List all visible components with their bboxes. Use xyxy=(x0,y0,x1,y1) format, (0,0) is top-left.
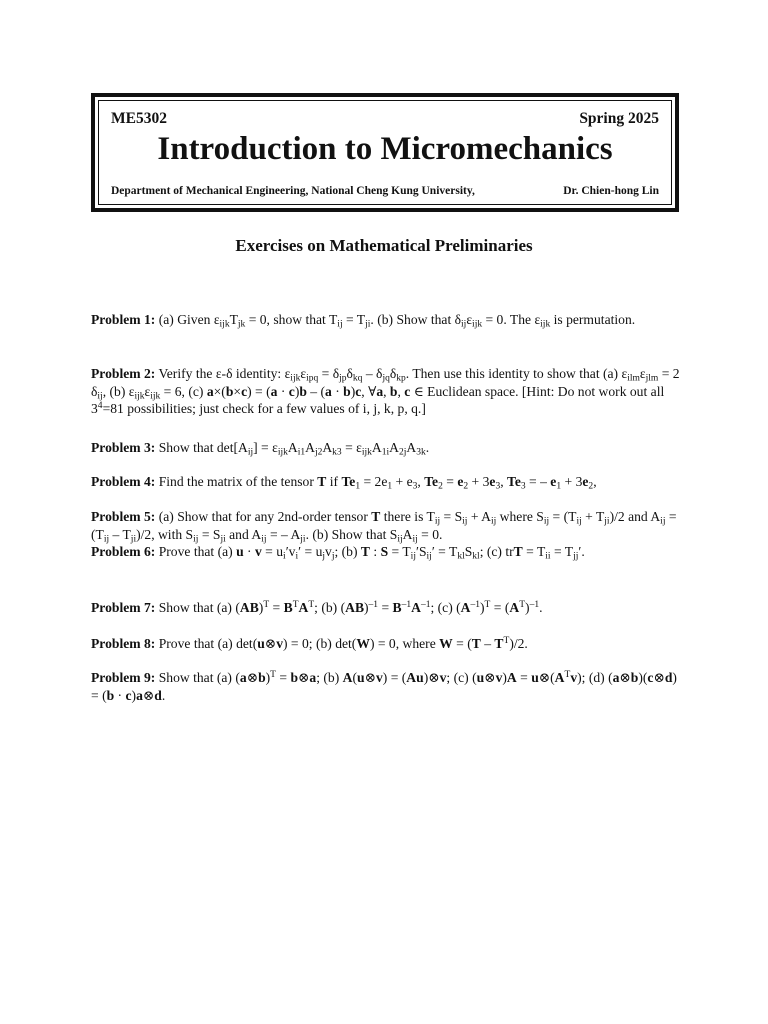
superscript: –1 xyxy=(470,599,481,610)
bold-text: b xyxy=(299,383,307,399)
subscript: j2 xyxy=(314,447,323,458)
bold-text: a xyxy=(206,383,214,399)
subscript: ij xyxy=(461,319,467,330)
subscript: 1 xyxy=(556,481,562,492)
subscript: ij xyxy=(103,533,110,544)
bold-text: v xyxy=(254,544,262,559)
subscript: 1 xyxy=(355,481,361,492)
bold-text: AB xyxy=(239,600,259,615)
bold-text: d xyxy=(664,670,673,685)
bold-text: a xyxy=(270,383,278,399)
subscript: ij xyxy=(247,447,254,458)
subscript: ij xyxy=(410,551,416,562)
course-term: Spring 2025 xyxy=(579,110,659,127)
bold-text: c xyxy=(288,383,295,399)
subscript: jp xyxy=(339,373,347,384)
subscript: ii xyxy=(545,551,551,562)
bold-text: c xyxy=(355,383,362,399)
subscript: jj xyxy=(573,551,579,562)
bold-text: e xyxy=(582,474,589,489)
bold-text: S xyxy=(380,544,389,559)
subscript: 2 xyxy=(438,481,443,492)
bold-text: c xyxy=(404,383,411,399)
subscript: ji xyxy=(604,516,610,527)
bold-text: A xyxy=(298,600,309,615)
subscript: ij xyxy=(426,551,432,562)
subscript: kq xyxy=(352,373,363,384)
subscript: ij xyxy=(576,516,582,527)
problem-2: Problem 2: Verify the ε-δ identity: $\varepsilon_{ijk}\varepsilon_{ipq} = \delta_{jp}\delta_{kq} - \delta_{jq}\delta_{kp}$. Then use this identity to show that (a) $\varepsilon_{ilm}\varepsilon_{jlm} = 2$ $\delta_{ij}$, (b) $\varepsilon_{ijk}\varepsilon_{ijk} = 6$, (c) a×(b×c) = (a · c)b – (a · b)c, ∀a, b, c ∈ Euclidean space. [Hint: Do not work out all $3^4=81$ possibilities; just check for a few values of i, j, k, p, q.] xyxy=(91,366,680,416)
bold-text: A xyxy=(554,670,565,685)
bold-text: Problem 9: xyxy=(91,670,156,685)
bold-text: b xyxy=(225,383,234,399)
bold-text: Problem 7: xyxy=(91,600,156,615)
problem-1: Problem 1: (a) Given $\varepsilon_{ijk}T_{jk} = 0$, show that $T_{ij} = T_{ji}$. (b) Show that $\delta_{ij}\varepsilon_{ijk} = 0$. The $\varepsilon_{ijk}$ is permutation. xyxy=(91,312,636,330)
instructor: Dr. Chien-hong Lin xyxy=(563,185,659,197)
subscript: ij xyxy=(261,533,267,544)
bold-text: Problem 5: xyxy=(91,509,156,524)
subscript: kl xyxy=(472,551,480,562)
bold-text: b xyxy=(343,383,351,399)
superscript: T xyxy=(270,669,276,680)
subscript: ij xyxy=(412,533,418,544)
subscript: ij xyxy=(193,533,199,544)
bold-text: B xyxy=(283,600,293,615)
bold-text: v xyxy=(276,636,283,651)
bold-text: T xyxy=(513,544,523,559)
bold-text: v xyxy=(439,670,447,685)
subscript: ijk xyxy=(150,390,161,401)
superscript: T xyxy=(519,599,526,610)
bold-text: b xyxy=(630,670,639,685)
bold-text: W xyxy=(439,636,453,651)
bold-text: A xyxy=(342,670,353,685)
bold-text: Problem 4: xyxy=(91,474,156,489)
superscript: T xyxy=(484,599,491,610)
superscript: T xyxy=(292,599,299,610)
subscript: ij xyxy=(490,516,497,527)
bold-text: a xyxy=(239,670,247,685)
bold-text: a xyxy=(309,670,317,685)
subscript: ijk xyxy=(472,319,483,330)
superscript: –1 xyxy=(529,599,540,610)
problem-8: Problem 8: Prove that (a) det(u⊗v) = 0; (b) det(W) = 0, where $W = (T - T^T)/2$. xyxy=(91,635,528,651)
superscript: –1 xyxy=(420,599,431,610)
bold-text: a xyxy=(325,383,332,399)
subscript: ij xyxy=(337,319,343,330)
subscript: ijk xyxy=(540,319,551,330)
subscript: ijk xyxy=(134,390,145,401)
superscript: T xyxy=(308,599,315,610)
subscript: ilm xyxy=(627,373,640,384)
subscript: ijk xyxy=(290,373,301,384)
bold-text: AB xyxy=(345,600,365,615)
subscript: i1 xyxy=(297,447,306,458)
bold-text: W xyxy=(356,636,370,651)
superscript: 4 xyxy=(97,400,103,411)
subscript: jlm xyxy=(645,373,659,384)
subscript: 2 xyxy=(588,481,594,492)
subscript: ij xyxy=(462,516,468,527)
department: Department of Mechanical Engineering, National Cheng Kung University, xyxy=(111,185,475,197)
bold-text: B xyxy=(392,600,402,615)
superscript: T xyxy=(263,599,270,610)
bold-text: u xyxy=(236,544,244,559)
problem-6: Problem 6: Prove that (a) $u \cdot v = u_i'v_i' = u_jv_j$; (b) T : $S = T_{ij}'S_{ij}' = T_{kl}S_{kl}$; (c) trT = $T_{ii} = T_{jj}'$. xyxy=(91,544,585,562)
subscript: ij xyxy=(434,516,441,527)
bold-text: Problem 8: xyxy=(91,636,156,651)
bold-text: T xyxy=(360,544,370,559)
subscript: ij xyxy=(660,516,666,527)
bold-text: A xyxy=(509,600,520,615)
bold-text: Problem 6: xyxy=(91,544,156,559)
bold-text: A xyxy=(411,600,421,615)
bold-text: T xyxy=(371,509,381,524)
bold-text: T xyxy=(317,474,327,489)
bold-text: A xyxy=(506,670,517,685)
subscript: 1 xyxy=(387,481,393,492)
problem-3: Problem 3: Show that $\det[A_{ij}] = \varepsilon_{ijk}A_{i1}A_{j2}A_{k3} = \varepsilon_{ijk}A_{1i}A_{2j}A_{3k}$. xyxy=(91,440,430,458)
bold-text: c xyxy=(125,687,132,703)
subscript: ji xyxy=(365,319,371,330)
subscript: 3 xyxy=(412,481,418,492)
bold-text: a xyxy=(136,687,143,703)
subscript: ij xyxy=(397,533,403,544)
course-code: ME5302 xyxy=(111,110,167,127)
bold-text: a xyxy=(376,383,384,399)
bold-text: Te xyxy=(507,474,521,489)
bold-text: b xyxy=(290,670,299,685)
subscript: i xyxy=(283,551,286,562)
bold-text: v xyxy=(375,670,383,685)
subscript: ji xyxy=(300,533,306,544)
exercise-title: Exercises on Mathematical Preliminaries xyxy=(235,236,533,255)
superscript: –1 xyxy=(368,599,379,610)
subscript: 3 xyxy=(495,481,501,492)
bold-text: Problem 1: xyxy=(91,312,156,327)
superscript: –1 xyxy=(401,599,412,610)
subscript: kl xyxy=(457,551,465,562)
bold-text: e xyxy=(550,474,557,489)
bold-text: c xyxy=(647,670,654,685)
bold-text: e xyxy=(489,474,496,489)
course-title: Introduction to Micromechanics xyxy=(157,131,613,167)
superscript: T xyxy=(564,669,571,680)
bold-text: u xyxy=(531,670,539,685)
course-header-inner-border xyxy=(98,100,672,205)
course-header-box xyxy=(91,93,679,212)
subscript: kp xyxy=(396,373,406,384)
bold-text: b xyxy=(106,687,115,703)
subscript: 3k xyxy=(416,447,426,458)
problem-4: Problem 4: Find the matrix of the tensor T if $Te_1 = 2e_1 + e_3$, $Te_2 = e_2 + 3e_3$, $Te_3$ = – $e_1 + 3e_2$, xyxy=(91,474,597,492)
subscript: 2j xyxy=(398,447,407,458)
problem-7: Problem 7: Show that (a) $(AB)^T = B^TA^T$; (b) $(AB)^{-1} = B^{-1}A^{-1}$; (c) $(A^{-1})^T = (A^T)^{-1}$. xyxy=(91,599,543,615)
subscript: ji xyxy=(130,533,137,544)
bold-text: Te xyxy=(341,474,356,489)
subscript: ijk xyxy=(219,319,230,330)
subscript: 1i xyxy=(381,447,390,458)
bold-text: c xyxy=(241,383,248,399)
bold-text: Au xyxy=(406,670,424,685)
subscript: ipq xyxy=(306,373,319,384)
bold-text: a xyxy=(612,670,620,685)
bold-text: Problem 3: xyxy=(91,440,156,455)
subscript: i xyxy=(295,551,299,562)
bold-text: T xyxy=(494,636,504,651)
subscript: 2 xyxy=(463,481,469,492)
bold-text: v xyxy=(495,670,503,685)
subscript: ijk xyxy=(361,447,372,458)
subscript: jq xyxy=(382,373,390,384)
subscript: j xyxy=(322,551,326,562)
bold-text: u xyxy=(257,636,265,651)
bold-text: e xyxy=(457,474,464,489)
bold-text: Problem 2: xyxy=(91,366,156,381)
subscript: jk xyxy=(237,319,246,330)
bold-text: u xyxy=(476,670,485,685)
problem-9: Problem 9: Show that (a) (a⊗b)$^T$ = b⊗a; (b) A(u⊗v) = (Au)⊗v; (c) (u⊗v)A = $u\otimes(A^Tv)$; (d) (a⊗b)(c⊗d) = (b · c)a⊗d. xyxy=(91,669,677,703)
subscript: ij xyxy=(543,516,550,527)
subscript: j xyxy=(331,551,335,562)
superscript: T xyxy=(503,635,510,646)
problem-5: Problem 5: (a) Show that for any 2nd-order tensor T there is $T_{ij} = S_{ij} + A_{ij}$ where $S_{ij} = (T_{ij} + T_{ji})/2$ and $A_{ij} = (T_{ij} - T_{ji})/2$, with $S_{ij} = S_{ji}$ and $A_{ij}$ = – $A_{ji}$. (b) Show that $S_{ij}A_{ij} = 0$. xyxy=(91,509,677,544)
bold-text: b xyxy=(258,670,266,685)
bold-text: Te xyxy=(424,474,439,489)
bold-text: d xyxy=(154,687,162,703)
subscript: ij xyxy=(97,390,103,401)
bold-text: b xyxy=(389,383,398,399)
bold-text: A xyxy=(460,600,471,615)
bold-text: T xyxy=(471,636,481,651)
bold-text: u xyxy=(357,670,365,685)
bold-text: v xyxy=(570,670,578,685)
subscript: k3 xyxy=(332,447,342,458)
subscript: ijk xyxy=(277,447,288,458)
subscript: 3 xyxy=(520,481,526,492)
subscript: ji xyxy=(220,533,226,544)
